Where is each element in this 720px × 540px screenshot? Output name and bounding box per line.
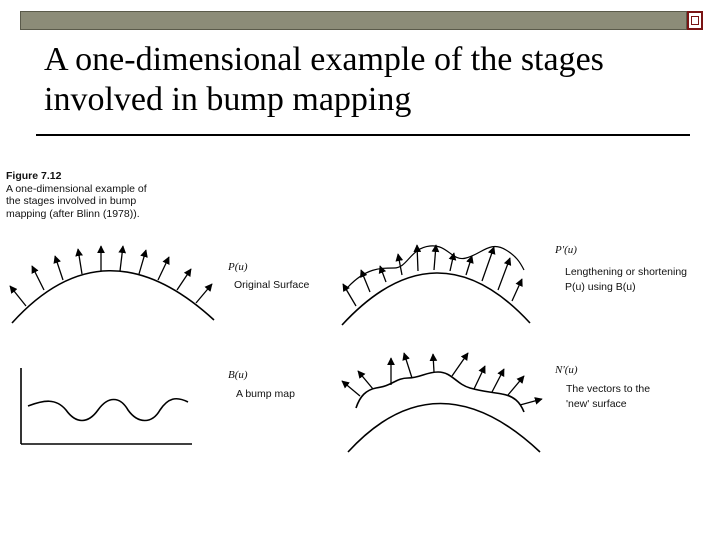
title-decoration-bar [20, 11, 687, 30]
figure-caption [6, 170, 156, 220]
title-underline [36, 134, 690, 136]
original-surface-panel [10, 246, 214, 323]
new-normals-panel [342, 353, 542, 452]
new-surface-normals [342, 353, 542, 405]
base-surface-curve-upper [342, 273, 530, 325]
bumped-envelope-curve [348, 246, 524, 287]
bump-map-label: A bump map [236, 388, 295, 400]
new-normals-label-line1: The vectors to the [566, 383, 651, 395]
new-bumped-surface-curve [356, 372, 524, 412]
lengthened-normals [343, 245, 522, 306]
base-surface-curve-lower [348, 404, 540, 453]
new-normals-label-line2: 'new' surface [566, 398, 627, 410]
original-surface-symbol: P(u) [228, 261, 248, 273]
slide-title: A one-dimensional example of the stages involved in bump mapping [44, 41, 604, 118]
lengthened-surface-symbol: P'(u) [555, 244, 577, 256]
new-normals-symbol: N'(u) [555, 364, 578, 376]
bump-map-curve [28, 399, 188, 421]
original-surface-curve [12, 271, 214, 323]
lengthened-surface-label-line2: P(u) using B(u) [565, 281, 636, 293]
original-normals [10, 246, 212, 306]
figure-caption-text: A one-dimensional example of the stages involved in bump mapping (after Blinn (1978)). [6, 182, 147, 220]
lengthened-surface-label-line1: Lengthening or shortening [565, 266, 688, 278]
bump-map-symbol: B(u) [228, 369, 248, 381]
original-surface-label: Original Surface [234, 279, 310, 291]
figure-number: Figure 7.12 [6, 170, 62, 182]
corner-decoration-box [687, 11, 703, 30]
lengthened-surface-panel [342, 245, 530, 325]
bump-map-panel [21, 368, 192, 444]
